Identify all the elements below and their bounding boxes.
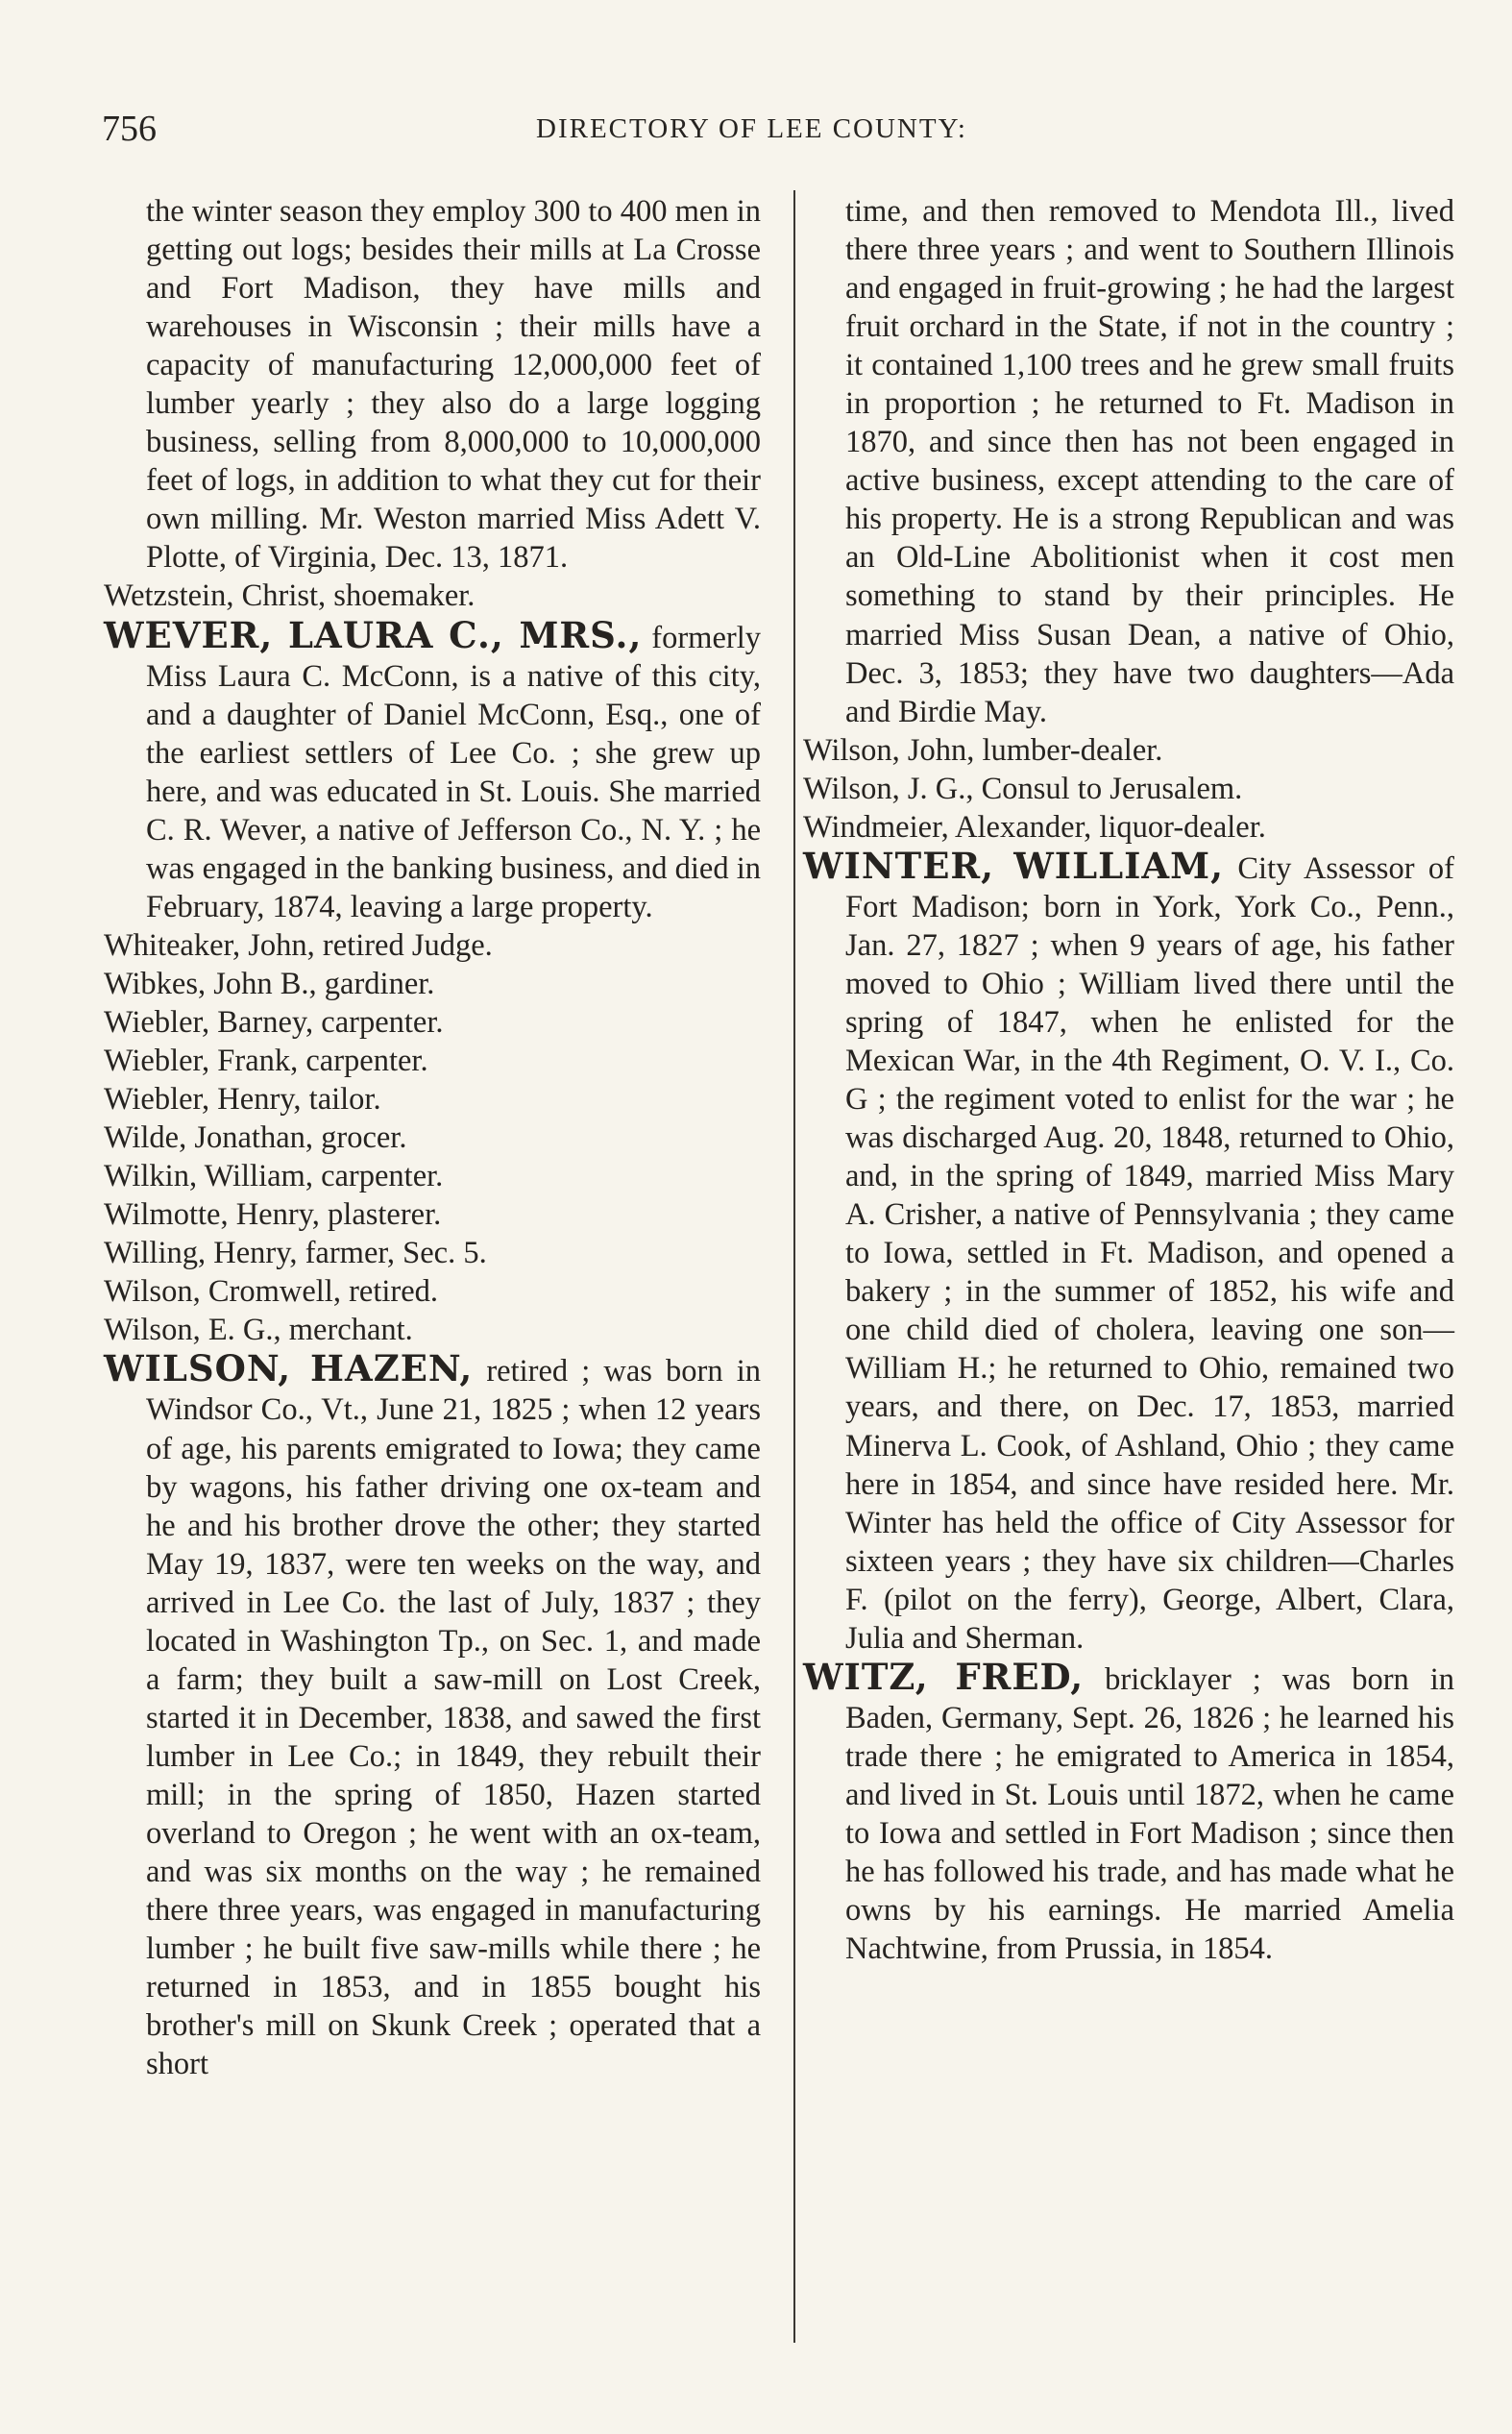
entry-wilson-continued: time, and then removed to Mendota Ill., lived there three years ; and went to Southern Illinois and engaged in fruit-growing ; he had the largest fruit orchard in the State, if not in the country ; it contained 1,100 trees and he grew small fruits in proportion ; he returned to Ft. Madison in 1870, and since then has not been engaged in active business, except attending to the care of his property. He is a strong Republican and was an Old-Line Abolitionist when it cost men something to stand by their principles. He married Miss Susan Dean, a native of Ohio, Dec. 3, 1853; they have two daughters—Ada and Birdie May. — [845, 194, 1454, 729]
entry-name: WEVER, LAURA C., MRS., — [104, 613, 643, 656]
list-item: Windmeier, Alexander, liquor-dealer. — [803, 809, 1266, 845]
entry-text: formerly Miss Laura C. McConn, is a native of this city, and a daughter of Daniel McConn, Esq., one of the earliest settlers of Lee Co. ; she grew up here, and was educated in St. Louis. She married C. R. Wever, a native of Jefferson Co., N. Y. ; he was engaged in the banking business, and died in February, 1874, leaving a large property. — [146, 620, 761, 924]
list-item: Wilde, Jonathan, grocer. — [104, 1120, 407, 1156]
entry-text: retired ; was born in Windsor Co., Vt., June 21, 1825 ; when 12 years of age, his parents emigrated to Iowa; they came by wagons, his father driving one ox-team and he and his brother drove the other; they started May 19, 1837, were ten weeks on the way, and arrived in Lee Co. the last of July, 1837 ; they located in Washington Tp., on Sec. 1, and made a farm; they built a saw-mill on Lost Creek, started it in December, 1838, and sawed the first lumber in Lee Co.; in 1849, they rebuilt their mill; in the spring of 1850, Hazen started overland to Oregon ; he went with an ox-team, and was six months on the way ; he remained there three years, was engaged in manufacturing lumber ; he built five saw-mills while there ; he returned in 1853, and in 1855 bought his brother's mill on Skunk Creek ; operated that a short — [146, 1354, 761, 2082]
entry-witz-fred — [803, 1655, 1454, 1968]
list-item: Wilkin, William, carpenter. — [104, 1159, 444, 1194]
entry-weston-continued: the winter season they employ 300 to 400 men in getting out logs; besides their mills at La Crosse and Fort Madison, they have mills and warehouses in Wisconsin ; their mills have a capacity of manufacturing 12,000,000 feet of lumber yearly ; they also do a large logging business, selling from 8,000,000 to 10,000,000 feet of logs, in addition to what they cut for their own milling. Mr. Weston married Miss Adett V. Plotte, of Virginia, Dec. 13, 1871. — [146, 194, 761, 576]
list-item: Wilmotte, Henry, plasterer. — [104, 1197, 442, 1233]
entry-wilson-hazen — [104, 1349, 761, 2083]
page-number: 756 — [102, 109, 157, 149]
list-item: Willing, Henry, farmer, Sec. 5. — [104, 1236, 487, 1271]
entry-wever — [104, 613, 761, 926]
left-column — [104, 192, 761, 2083]
entry-name: WINTER, WILLIAM, — [803, 844, 1224, 887]
list-item: Wilson, Cromwell, retired. — [104, 1274, 438, 1310]
entry-wetzstein: Wetzstein, Christ, shoemaker. — [104, 578, 476, 614]
list-item: Wiebler, Frank, carpenter. — [104, 1044, 428, 1079]
page-header — [0, 108, 1512, 165]
list-item: Wilson, E. G., merchant. — [104, 1313, 413, 1348]
list-item: Wibkes, John B., gardiner. — [104, 966, 435, 1001]
entry-name: WITZ, FRED, — [803, 1655, 1085, 1698]
list-item: Whiteaker, John, retired Judge. — [104, 927, 493, 963]
running-head: DIRECTORY OF LEE COUNTY: — [536, 113, 967, 144]
list-item: Wilson, J. G., Consul to Jerusalem. — [803, 771, 1243, 806]
entry-winter-william — [803, 844, 1454, 1658]
column-divider — [793, 190, 795, 2343]
entry-name: WILSON, HAZEN, — [104, 1347, 474, 1390]
list-item: Wiebler, Barney, carpenter. — [104, 1004, 444, 1040]
entry-text: City Assessor of Fort Madison; born in York, York Co., Penn., Jan. 27, 1827 ; when 9 years of age, his father moved to Ohio ; William lived there until the spring of 1847, when he enlisted for the Mexican War, in the 4th Regiment, O. V. I., Co. G ; the regiment voted to enlist for the war ; he was discharged Aug. 20, 1848, returned to Ohio, and, in the spring of 1849, married Miss Mary A. Crisher, a native of Pennsylvania ; they came to Iowa, settled in Ft. Madison, and opened a bakery ; in the summer of 1852, his wife and one child died of cholera, leaving one son—William H.; he returned to Ohio, remained two years, and there, on Dec. 17, 1853, married Minerva L. Cook, of Ashland, Ohio ; they came here in 1854, and since have resided here. Mr. Winter has held the office of City Assessor for sixteen years ; they have six children—Charles F. (pilot on the ferry), George, Albert, Clara, Julia and Sherman. — [845, 850, 1454, 1656]
right-column — [803, 192, 1454, 1968]
list-item: Wiebler, Henry, tailor. — [104, 1082, 381, 1118]
list-item: Wilson, John, lumber-dealer. — [803, 732, 1163, 768]
entry-text: bricklayer ; was born in Baden, Germany, Sept. 26, 1826 ; he learned his trade there ; he emigrated to America in 1854, and lived in St. Louis until 1872, when he came to Iowa and settled in Fort Madison ; since then he has followed his trade, and has made what he owns by his earnings. He married Amelia Nachtwine, from Prussia, in 1854. — [845, 1661, 1454, 1967]
